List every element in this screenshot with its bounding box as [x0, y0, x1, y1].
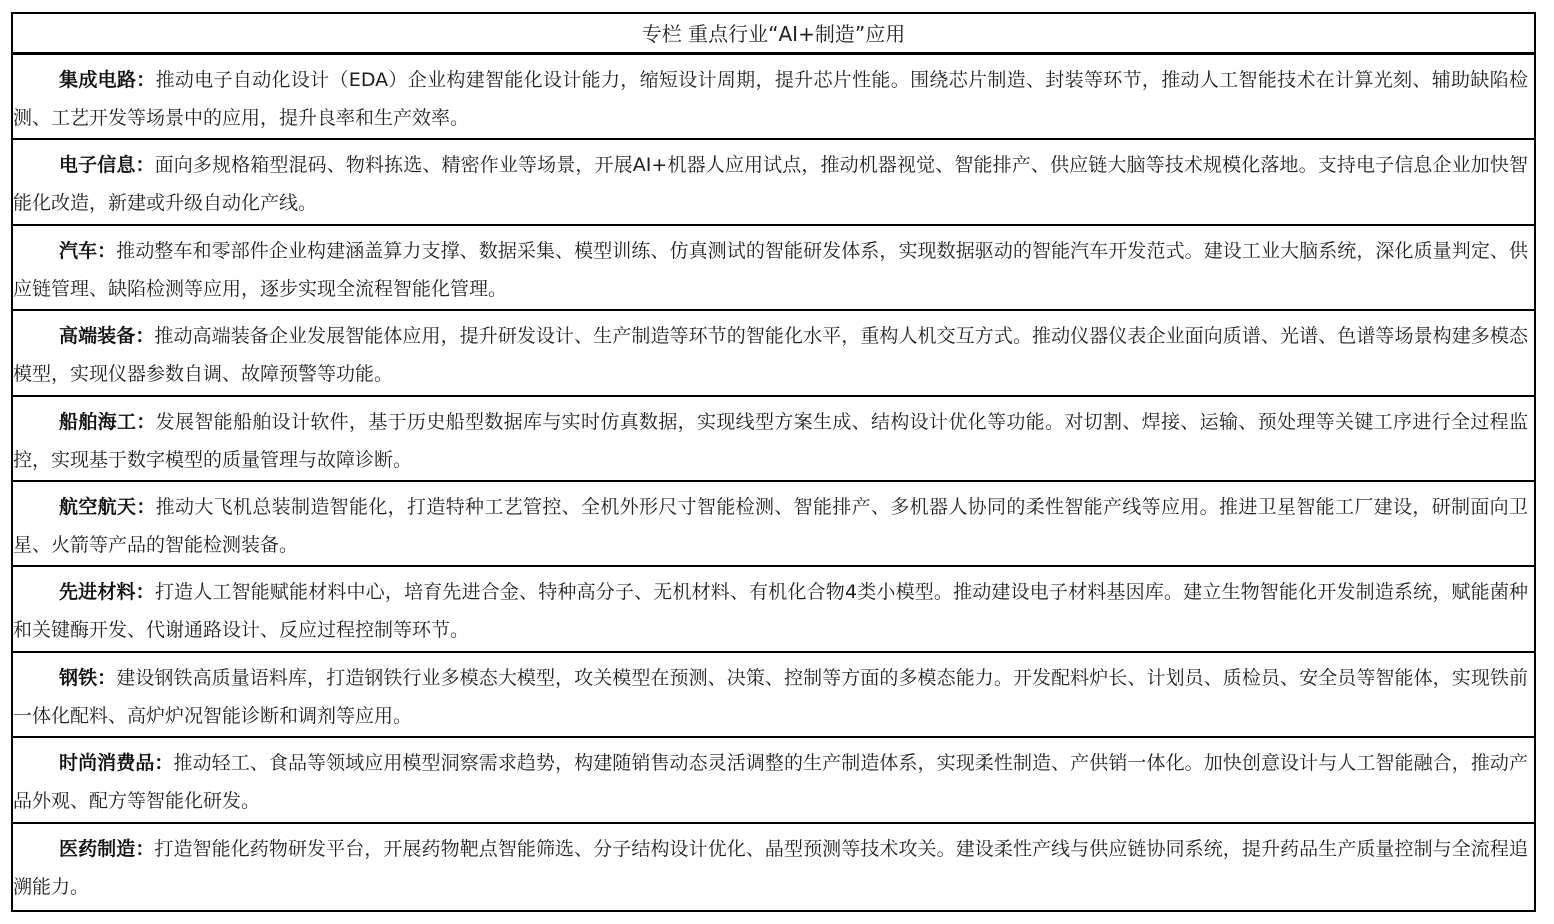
industry-text: 推动整车和零部件企业构建涵盖算力支撑、数据采集、模型训练、仿真测试的智能研发体系，实现数据驱动的智能汽车开发范式。建设工业大脑系统，深化质量判定、供应链管理、缺陷检测等应用，逐步实现全流程智能化管理。	[13, 239, 1528, 300]
industry-item-equipment	[13, 311, 1534, 396]
industry-label: 时尚消费品：	[59, 752, 174, 775]
industry-item-automotive	[13, 226, 1534, 311]
industry-item-pharma	[13, 824, 1534, 909]
industry-text: 推动轻工、食品等领域应用模型洞察需求趋势，构建随销售动态灵活调整的生产制造体系，实现柔性制造、产供销一体化。加快创意设计与人工智能融合，推动产品外观、配方等智能化研发。	[13, 752, 1528, 813]
industry-item-materials	[13, 567, 1534, 652]
column-table	[11, 12, 1536, 912]
industry-text: 推动电子自动化设计（EDA）企业构建智能化设计能力，缩短设计周期，提升芯片性能。围绕芯片制造、封装等环节，推动人工智能技术在计算光刻、辅助缺陷检测、工艺开发等场景中的应用，提升良率和生产效率。	[13, 69, 1528, 129]
industry-label: 航空航天：	[59, 495, 156, 518]
column-title: 专栏 重点行业“AI+制造”应用	[13, 14, 1534, 55]
industry-item-shipbuilding	[13, 397, 1534, 482]
industry-text: 建设钢铁高质量语料库，打造钢铁行业多模态大模型，攻关模型在预测、决策、控制等方面的多模态能力。开发配料炉长、计划员、质检员、安全员等智能体，实现铁前一体化配料、高炉炉况智能诊断和调剂等应用。	[13, 666, 1528, 727]
industry-label: 集成电路：	[59, 69, 156, 91]
industry-label: 钢铁：	[59, 666, 117, 689]
industry-label: 高端装备：	[59, 325, 155, 348]
industry-label: 船舶海工：	[59, 410, 156, 433]
industry-item-electronics	[13, 140, 1534, 225]
industry-text: 打造智能化药物研发平台，开展药物靶点智能筛选、分子结构设计优化、晶型预测等技术攻关。建设柔性产线与供应链协同系统，提升药品生产质量控制与全流程追溯能力。	[13, 837, 1528, 898]
industry-item-ic	[13, 55, 1534, 140]
industry-text: 打造人工智能赋能材料中心，培育先进合金、特种高分子、无机材料、有机化合物4类小模型。推动建设电子材料基因库。建立生物智能化开发制造系统，赋能菌种和关键酶开发、代谢通路设计、反应过程控制等环节。	[13, 581, 1528, 642]
industry-label: 医药制造：	[59, 837, 155, 860]
industry-label: 电子信息：	[59, 154, 155, 177]
industry-item-aerospace	[13, 482, 1534, 567]
industry-item-steel	[13, 653, 1534, 738]
industry-text: 推动大飞机总装制造智能化，打造特种工艺管控、全机外形尺寸智能检测、智能排产、多机器人协同的柔性智能产线等应用。推进卫星智能工厂建设，研制面向卫星、火箭等产品的智能检测装备。	[13, 495, 1528, 556]
industry-text: 推动高端装备企业发展智能体应用，提升研发设计、生产制造等环节的智能化水平，重构人机交互方式。推动仪器仪表企业面向质谱、光谱、色谱等场景构建多模态模型，实现仪器参数自调、故障预警等功能。	[13, 325, 1528, 386]
industry-text: 发展智能船舶设计软件，基于历史船型数据库与实时仿真数据，实现线型方案生成、结构设计优化等功能。对切割、焊接、运输、预处理等关键工序进行全过程监控，实现基于数字模型的质量管理与故障诊断。	[13, 410, 1528, 471]
industry-label: 汽车：	[59, 239, 117, 262]
industry-label: 先进材料：	[59, 581, 155, 604]
industry-item-consumer-goods	[13, 738, 1534, 823]
industry-text: 面向多规格箱型混码、物料拣选、精密作业等场景，开展AI+机器人应用试点，推动机器视觉、智能排产、供应链大脑等技术规模化落地。支持电子信息企业加快智能化改造，新建或升级自动化产线。	[13, 154, 1528, 215]
